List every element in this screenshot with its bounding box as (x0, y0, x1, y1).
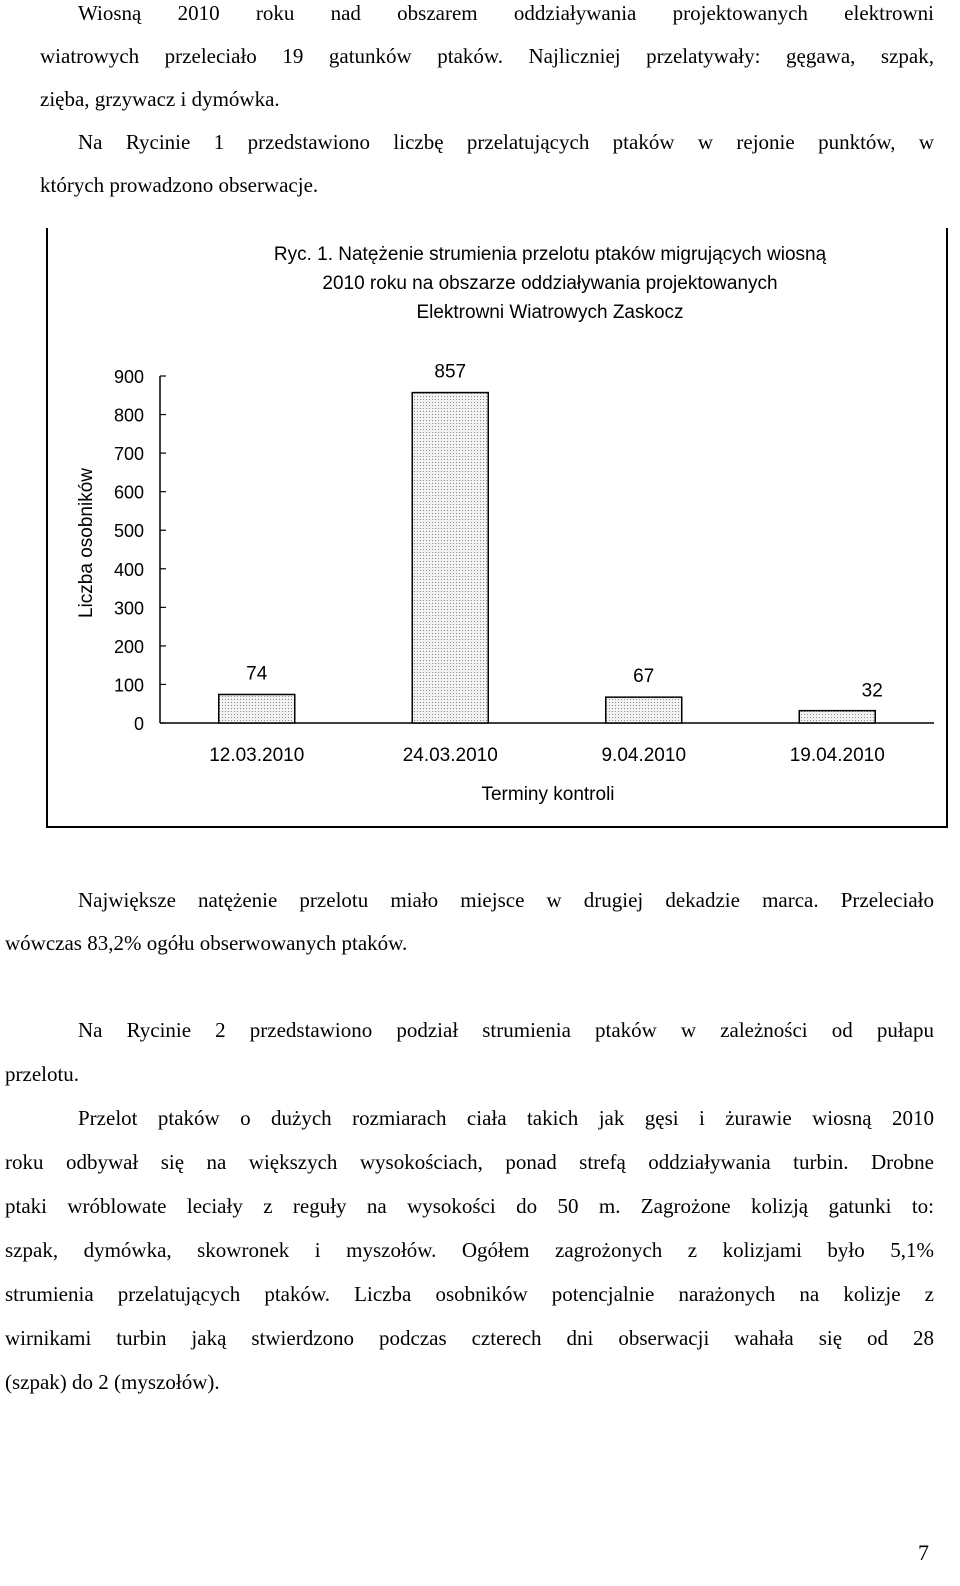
x-tick-label: 19.04.2010 (789, 745, 885, 766)
page-number: 7 (918, 1540, 929, 1565)
paragraph-1-line-1: Wiosną 2010 roku nad obszarem oddziaływania projektowanych elektrowni (78, 1, 934, 25)
y-tick-label: 300 (113, 598, 144, 619)
paragraph-5-line-5: strumienia przelatujących ptaków. Liczba osobników potencjalnie narażonych na kolizje z (5, 1282, 934, 1306)
paragraph-5-line-4: szpak, dymówka, skowronek i myszołów. Ogółem zagrożonych z kolizjami było 5,1% (5, 1238, 934, 1262)
paragraph-5-line-2: roku odbywał się na większych wysokościach, ponad strefą oddziaływania turbin. Drobne (5, 1150, 934, 1174)
chart-title-line-1: Ryc. 1. Natężenie strumienia przelotu ptaków migrujących wiosną (273, 244, 827, 265)
chart-title-line-3: Elektrowni Wiatrowych Zaskocz (416, 302, 684, 323)
data-label: 67 (633, 666, 655, 688)
data-label: 74 (246, 663, 268, 685)
paragraph-4-line-2: przelotu. (5, 1062, 80, 1086)
paragraph-5-line-1: Przelot ptaków o dużych rozmiarach ciała takich jak gęsi i żurawie wiosną 2010 (78, 1106, 934, 1130)
x-tick-label: 12.03.2010 (209, 745, 305, 766)
x-axis-title: Terminy kontroli (481, 784, 615, 805)
y-tick-label: 700 (113, 444, 144, 465)
y-tick-label: 500 (113, 521, 144, 542)
paragraph-5-line-6: wirnikami turbin jaką stwierdzono podczas czterech dni obserwacji wahała się od 28 (5, 1326, 934, 1350)
data-label: 857 (434, 361, 467, 383)
y-tick-label: 400 (113, 559, 144, 580)
paragraph-4-line-1: Na Rycinie 2 przedstawiono podział strumienia ptaków w zależności od pułapu (78, 1018, 934, 1042)
data-label: 32 (861, 680, 883, 702)
paragraph-1-line-2: wiatrowych przeleciało 19 gatunków ptaków. Najliczniej przelatywały: gęgawa, szpak, (40, 44, 934, 68)
paragraph-1-line-3: zięba, grzywacz i dymówka. (40, 87, 280, 111)
paragraph-5-line-3: ptaki wróblowate leciały z reguły na wysokości do 50 m. Zagrożone kolizją gatunki to: (5, 1194, 934, 1218)
paragraph-2-line-1: Na Rycinie 1 przedstawiono liczbę przelatujących ptaków w rejonie punktów, w (78, 130, 934, 154)
paragraph-3-line-2: wówczas 83,2% ogółu obserwowanych ptaków. (5, 931, 408, 955)
x-tick-label: 9.04.2010 (601, 745, 687, 766)
paragraph-3-line-1: Największe natężenie przelotu miało miejsce w drugiej dekadzie marca. Przeleciało (78, 888, 934, 912)
y-axis-title: Liczba osobników (76, 468, 97, 618)
y-tick-label: 0 (133, 714, 144, 734)
paragraph-2-line-2: których prowadzono obserwacje. (40, 173, 319, 197)
y-tick-label: 200 (113, 636, 144, 657)
y-tick-label: 900 (113, 367, 144, 387)
x-tick-label: 24.03.2010 (402, 745, 498, 766)
paragraph-5-line-7: (szpak) do 2 (myszołów). (5, 1370, 220, 1394)
y-tick-label: 600 (113, 482, 144, 503)
y-tick-label: 800 (113, 405, 144, 426)
chart-title-line-2: 2010 roku na obszarze oddziaływania projektowanych (322, 273, 778, 294)
y-tick-label: 100 (113, 675, 144, 696)
